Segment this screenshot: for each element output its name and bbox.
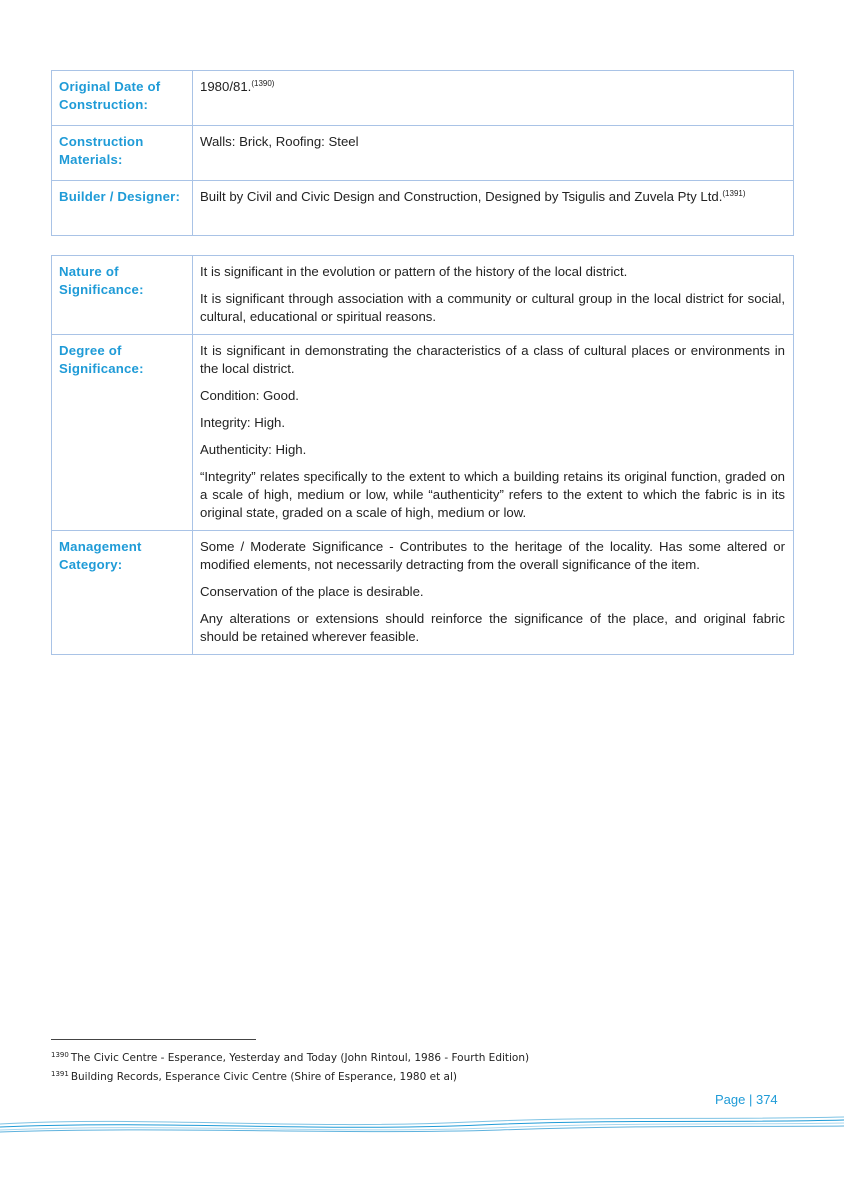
page-number: Page | 374 — [715, 1092, 778, 1107]
paragraph: “Integrity” relates specifically to the extent to which a building retains its original function, graded on a scale of high, medium or low, while “authenticity” refers to the extent to which the fabric is in its original state, graded on a scale of high, medium or low. — [200, 469, 785, 520]
footnote — [51, 1047, 751, 1066]
authenticity-text: Authenticity: High. — [200, 442, 307, 457]
footnote-ref[interactable]: (1390) — [251, 79, 275, 88]
footnote-divider — [51, 1039, 256, 1040]
builder-designer-value: Built by Civil and Civic Design and Construction, Designed by Tsigulis and Zuvela Pty Ltd.$^{(1391)}$ — [193, 181, 794, 236]
footnote-text: Building Records, Esperance Civic Centre (Shire of Esperance, 1980 et al) — [70, 1071, 457, 1083]
paragraph: Any alterations or extensions should reinforce the significance of the place, and original fabric should be retained wherever feasible. — [200, 611, 785, 644]
footnote-text: The Civic Centre - Esperance, Yesterday and Today (John Rintoul, 1986 - Fourth Edition) — [70, 1052, 530, 1064]
significance-table — [51, 255, 794, 655]
nature-of-significance-value — [193, 256, 794, 335]
builder-designer-label: Builder / Designer: — [52, 181, 193, 236]
table-row — [52, 181, 794, 236]
table-row — [52, 531, 794, 655]
table-row — [52, 256, 794, 335]
building-details-table — [51, 70, 794, 236]
condition-text: Condition: Good. — [200, 388, 299, 403]
footnote-number: 1390 — [51, 1051, 69, 1059]
management-category-value — [193, 531, 794, 655]
footnote-ref[interactable]: (1391) — [722, 189, 746, 198]
footnote-number: 1391 — [51, 1070, 69, 1078]
paragraph: Conservation of the place is desirable. — [200, 584, 424, 599]
paragraph: It is significant in demonstrating the characteristics of a class of cultural places or environments in the local district. — [200, 343, 785, 376]
degree-of-significance-value — [193, 335, 794, 531]
footnote — [51, 1066, 751, 1085]
table-row — [52, 335, 794, 531]
paragraph: Some / Moderate Significance - Contributes to the heritage of the locality. Has some altered or modified elements, not necessarily detracting from the overall significance of the item. — [200, 539, 785, 572]
nature-of-significance-label: Nature of Significance: — [52, 256, 193, 335]
table-row — [52, 126, 794, 181]
degree-of-significance-label: Degree of Significance: — [52, 335, 193, 531]
management-category-label: Management Category: — [52, 531, 193, 655]
table-row — [52, 71, 794, 126]
construction-materials-label: Construction Materials: — [52, 126, 193, 181]
paragraph: It is significant through association with a community or cultural group in the local district for social, cultural, educational or spiritual reasons. — [200, 291, 785, 324]
original-date-label: Original Date of Construction: — [52, 71, 193, 126]
footnotes — [51, 1047, 751, 1085]
paragraph: It is significant in the evolution or pattern of the history of the local district. — [200, 264, 628, 279]
construction-materials-value: Walls: Brick, Roofing: Steel — [193, 126, 794, 181]
original-date-value: 1980/81.$^{(1390)}$ — [193, 71, 794, 126]
integrity-text: Integrity: High. — [200, 415, 286, 430]
wave-decoration — [0, 1108, 844, 1138]
